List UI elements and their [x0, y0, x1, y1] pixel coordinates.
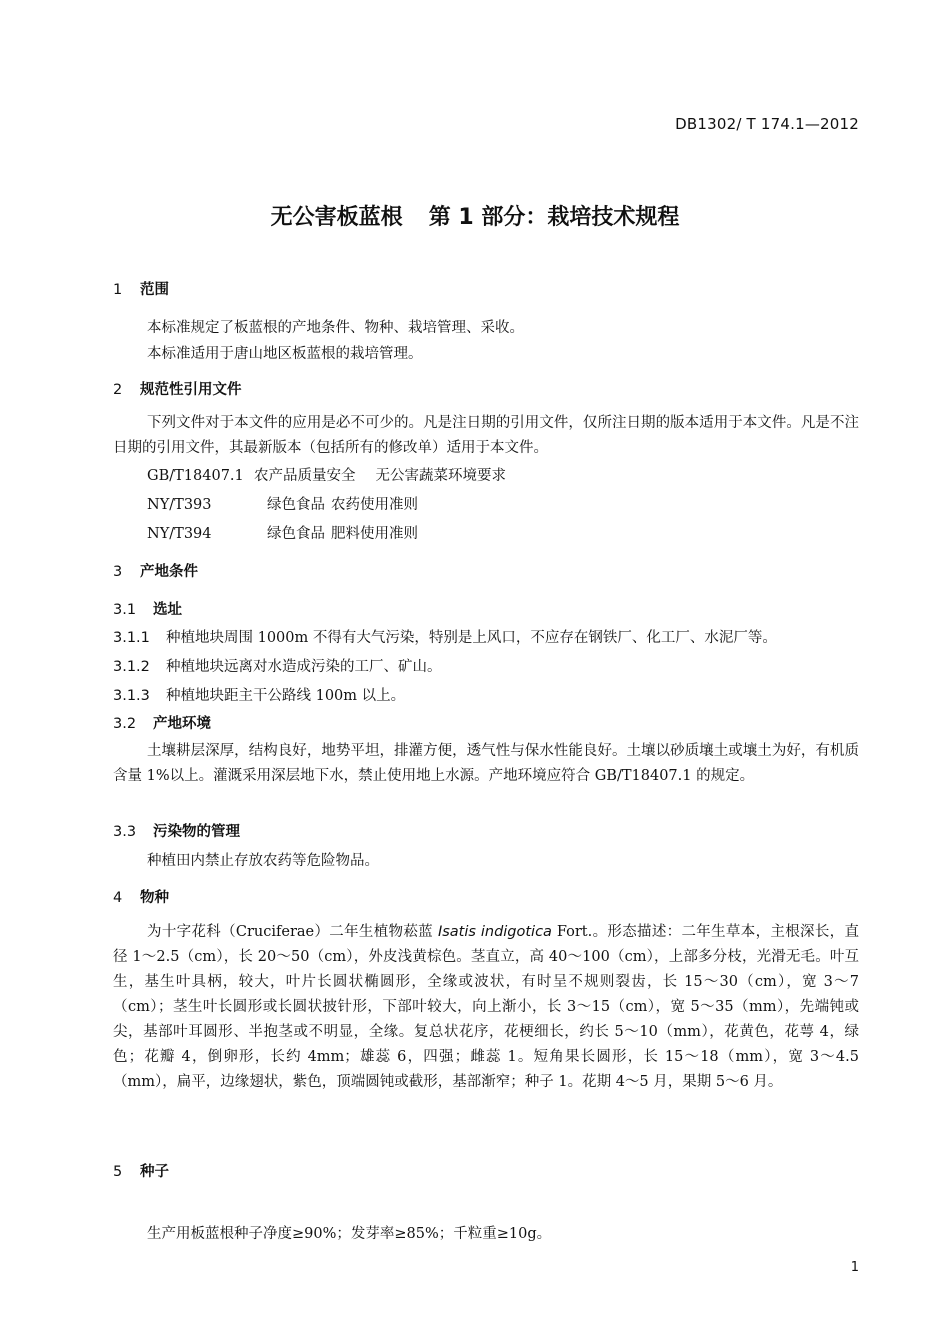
clause-3-1-2: 3.1.2 种植地块远离对水造成污染的工厂、矿山。	[113, 659, 442, 675]
section-2-intro: 下列文件对于本文件的应用是必不可少的。凡是注日期的引用文件，仅所注日期的版本适用于本文件。凡是不注日期的引用文件，其最新版本（包括所有的修改单）适用于本文件。	[113, 415, 859, 456]
section-3-1-heading: 3.1 选址	[113, 602, 182, 618]
title-part-1: 无公害板蓝根	[270, 205, 403, 230]
section-1-paragraph-2: 本标准适用于唐山地区板蓝根的栽培管理。	[147, 346, 423, 362]
document-title	[0, 200, 950, 231]
latin-species-name: Isatis indigotica	[437, 924, 552, 940]
section-5-heading: 5 种子	[113, 1164, 169, 1180]
section-3-3-paragraph: 种植田内禁止存放农药等危险物品。	[147, 853, 379, 869]
section-1-heading: 1 范围	[113, 282, 169, 298]
section-2-heading: 2 规范性引用文件	[113, 382, 242, 398]
reference-item: NY/T393 绿色食品 农药使用准则	[147, 497, 418, 513]
section-3-2-heading: 3.2 产地环境	[113, 716, 211, 732]
page-number: 1	[850, 1260, 859, 1275]
section-1-paragraph-1: 本标准规定了板蓝根的产地条件、物种、栽培管理、采收。	[147, 320, 524, 336]
section-4-paragraph: 为十字花科（Cruciferae）二年生植物菘蓝 Isatis indigotica Fort.。形态描述：二年生草本，主根深长，直径 1～2.5（cm），长 20～50（cm），外皮浅黄棕色。茎直立，高 40～100（cm），上部多分枝，光滑无毛。叶互生，基生叶具柄，较大，叶片长圆状椭圆形，全缘或波状，有时呈不规则裂齿，长 15～30（cm），宽 3～7（cm）；茎生叶长圆形或长圆状披针形，下部叶较大，向上渐小，长 3～15（cm），宽 5～35（mm），先端钝或尖，基部叶耳圆形、半抱茎或不明显，全缘。复总状花序，花梗细长，约长 5～10（mm），花黄色，花萼 4，绿色；花瓣 4，倒卵形，长约 4mm；雄蕊 6，四强；雌蕊 1。短角果长圆形，长 15～18（mm），宽 3～4.5（mm），扁平，边缘翅状，紫色，顶端圆钝或截形，基部渐窄；种子 1。花期 4～5 月，果期 5～6 月。	[113, 924, 859, 1090]
section-5-paragraph: 生产用板蓝根种子净度≥90%；发芽率≥85%；千粒重≥10g。	[147, 1226, 552, 1242]
section-3-heading: 3 产地条件	[113, 564, 198, 580]
title-part-2: 第 1 部分：栽培技术规程	[428, 205, 680, 230]
reference-item: GB/T18407.1 农产品质量安全 无公害蔬菜环境要求	[147, 468, 506, 484]
section-3-2-paragraph: 土壤耕层深厚，结构良好，地势平坦，排灌方便，透气性与保水性能良好。土壤以砂质壤土或壤土为好，有机质含量 1%以上。灌溉采用深层地下水，禁止使用地上水源。产地环境应符合 GB/T18407.1 的规定。	[113, 743, 859, 784]
clause-3-1-1: 3.1.1 种植地块周围 1000m 不得有大气污染，特别是上风口，不应存在钢铁厂、化工厂、水泥厂等。	[113, 630, 777, 646]
standard-code: DB1302/ T 174.1—2012	[675, 115, 859, 133]
reference-item: NY/T394 绿色食品 肥料使用准则	[147, 526, 418, 542]
section-3-3-heading: 3.3 污染物的管理	[113, 824, 240, 840]
section-4-heading: 4 物种	[113, 890, 169, 906]
clause-3-1-3: 3.1.3 种植地块距主干公路线 100m 以上。	[113, 688, 406, 704]
